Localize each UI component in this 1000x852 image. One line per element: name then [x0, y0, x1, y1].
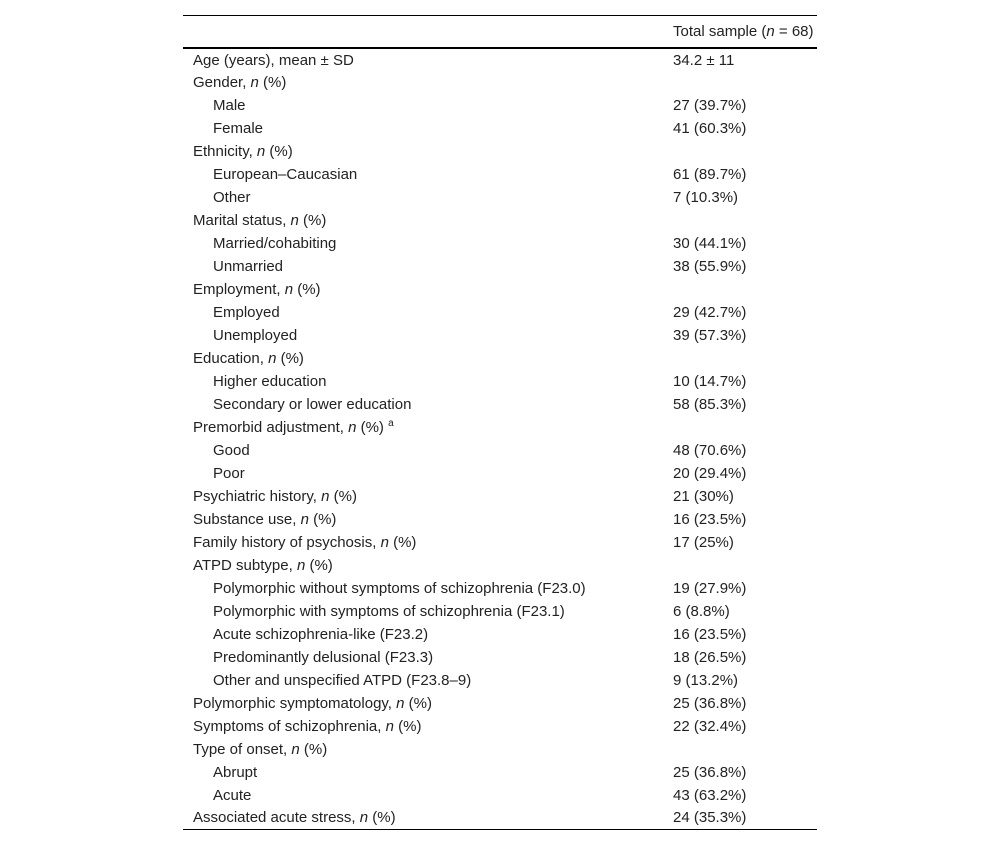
row-label-text: Age (years), mean ± SD: [193, 52, 354, 69]
table-row: [183, 163, 817, 186]
row-value: [663, 278, 817, 301]
percent-suffix: (%): [305, 556, 333, 574]
table-row: [183, 140, 817, 163]
row-value: [663, 738, 817, 761]
table-row: [183, 255, 817, 278]
footnote-marker: a: [388, 417, 394, 429]
row-label: [183, 186, 663, 209]
row-value: 21 (30%): [673, 487, 734, 505]
row-label-text: Psychiatric history,: [193, 487, 322, 505]
row-label-text: Acute schizophrenia-like (F23.2): [213, 625, 429, 643]
table-row: [183, 669, 817, 692]
row-label-text: Employment,: [193, 280, 285, 298]
table-row: [183, 94, 817, 117]
row-value: [663, 416, 817, 439]
table-row: [183, 186, 817, 209]
percent-suffix: (%): [258, 73, 287, 91]
row-label-text: Substance use,: [193, 510, 301, 528]
percent-suffix: (%): [388, 533, 417, 551]
row-label: [183, 738, 663, 761]
row-label-text: Family history of psychosis,: [193, 533, 381, 551]
row-label: [183, 508, 663, 531]
row-label: [183, 71, 663, 94]
row-label: [183, 416, 663, 439]
row-label: [183, 600, 663, 623]
row-value: 16 (23.5%): [673, 625, 747, 643]
row-value: 61 (89.7%): [673, 165, 747, 183]
n-symbol: n: [300, 510, 309, 528]
row-label-text: Polymorphic without symptoms of schizophrenia (F23.0): [213, 579, 586, 597]
row-label: [183, 577, 663, 600]
n-symbol: n: [290, 211, 299, 229]
n-symbol: n: [296, 556, 306, 574]
row-value: 10 (14.7%): [673, 372, 747, 390]
row-value: 9 (13.2%): [673, 671, 739, 689]
row-label-text: Symptoms of schizophrenia,: [193, 717, 386, 735]
n-symbol: n: [284, 280, 294, 298]
row-label-text: Secondary or lower education: [213, 395, 412, 413]
row-label: [183, 255, 663, 278]
row-label: [183, 117, 663, 140]
table-row: [183, 761, 817, 784]
row-label: [183, 301, 663, 324]
row-label-text: Higher education: [213, 372, 327, 390]
row-value: 41 (60.3%): [673, 119, 747, 137]
table-row: [183, 347, 817, 370]
row-label: [183, 324, 663, 347]
row-label-text: Polymorphic symptomatology,: [193, 694, 397, 712]
row-label-text: Gender,: [193, 73, 251, 91]
row-label-text: Other: [213, 188, 251, 206]
row-label: [183, 209, 663, 232]
row-value: 39 (57.3%): [673, 326, 747, 344]
table-row: [183, 738, 817, 761]
row-label: [183, 531, 663, 554]
table-row: [183, 531, 817, 554]
row-value: 18 (26.5%): [673, 648, 747, 666]
row-label: [183, 784, 663, 807]
row-label: [183, 439, 663, 462]
row-label-text: Female: [213, 119, 264, 137]
row-value: 43 (63.2%): [673, 786, 747, 804]
row-label-text: Associated acute stress,: [193, 809, 360, 827]
table-row: [183, 71, 817, 94]
percent-suffix: (%): [308, 510, 337, 528]
n-symbol: n: [256, 142, 266, 160]
table-header: [183, 16, 817, 48]
row-label-text: Good: [213, 441, 250, 459]
row-label: [183, 393, 663, 416]
percent-suffix: (%): [368, 809, 396, 827]
row-value: 38 (55.9%): [673, 257, 747, 275]
table-body: [183, 48, 817, 830]
table-row: [183, 600, 817, 623]
row-label: [183, 370, 663, 393]
row-value: 27 (39.7%): [673, 96, 747, 114]
row-value: 58 (85.3%): [673, 395, 747, 413]
row-label-text: Male: [213, 96, 246, 114]
percent-suffix: (%): [299, 740, 328, 758]
row-label: [183, 232, 663, 255]
table-row: [183, 554, 817, 577]
table-row: [183, 485, 817, 508]
row-label: [183, 347, 663, 370]
header-total-sample: [663, 16, 817, 48]
row-value: 20 (29.4%): [673, 464, 747, 482]
table-row: [183, 784, 817, 807]
row-label-text: Other and unspecified ATPD (F23.8–9): [213, 671, 472, 689]
row-label-text: Education,: [193, 349, 269, 367]
row-label: [183, 761, 663, 784]
n-symbol: n: [321, 487, 330, 505]
row-label-text: Ethnicity,: [193, 142, 257, 160]
table-row: [183, 232, 817, 255]
n-symbol: n: [348, 418, 357, 436]
n-symbol: n: [250, 73, 259, 91]
n-symbol: n: [268, 349, 277, 367]
header-row: [183, 16, 817, 48]
percent-suffix: (%): [265, 142, 293, 160]
table-row: [183, 416, 817, 439]
table-row: [183, 623, 817, 646]
row-label-text: Poor: [213, 464, 245, 482]
n-symbol: n: [380, 533, 389, 551]
percent-suffix: (%): [298, 211, 327, 229]
sample-characteristics-table: [183, 15, 817, 830]
row-value: [663, 209, 817, 232]
characteristics-table-container: [183, 15, 817, 830]
row-label-text: European–Caucasian: [213, 165, 358, 183]
row-label-text: Abrupt: [213, 763, 258, 781]
row-label-text: ATPD subtype,: [193, 556, 297, 574]
table-row: [183, 439, 817, 462]
row-label: [183, 646, 663, 669]
table-row: [183, 508, 817, 531]
row-label: [183, 623, 663, 646]
row-label: [183, 48, 663, 71]
row-value: 7 (10.3%): [673, 188, 739, 206]
percent-suffix: (%): [329, 487, 357, 505]
row-value: 48 (70.6%): [673, 441, 747, 459]
row-label: [183, 807, 663, 830]
row-label-text: Premorbid adjustment,: [193, 418, 349, 436]
row-label-text: Marital status,: [193, 211, 291, 229]
row-value: 34.2 ± 11: [673, 52, 735, 69]
header-n-symbol: n: [766, 22, 775, 40]
row-value: 17 (25%): [673, 533, 734, 551]
table-row: [183, 301, 817, 324]
table-row: [183, 715, 817, 738]
row-label: [183, 140, 663, 163]
row-label-text: Unmarried: [213, 257, 284, 275]
percent-suffix: (%): [356, 418, 384, 436]
row-value: 29 (42.7%): [673, 303, 747, 321]
table-row: [183, 48, 817, 71]
header-label-column: [183, 16, 663, 48]
row-label: [183, 163, 663, 186]
table-row: [183, 577, 817, 600]
row-label: [183, 715, 663, 738]
percent-suffix: (%): [293, 280, 321, 298]
row-label: [183, 554, 663, 577]
row-label: [183, 462, 663, 485]
row-value: 22 (32.4%): [673, 717, 747, 735]
row-label-text: Predominantly delusional (F23.3): [213, 648, 434, 666]
row-value: 16 (23.5%): [673, 510, 747, 528]
table-row: [183, 117, 817, 140]
row-value: 25 (36.8%): [673, 694, 747, 712]
n-symbol: n: [291, 740, 300, 758]
row-value: [663, 347, 817, 370]
percent-suffix: (%): [276, 349, 304, 367]
n-symbol: n: [385, 717, 394, 735]
row-value: [663, 140, 817, 163]
row-value: 19 (27.9%): [673, 579, 747, 597]
percent-suffix: (%): [404, 694, 432, 712]
row-value: 6 (8.8%): [673, 602, 730, 620]
header-total-prefix: Total sample (: [673, 22, 767, 40]
table-row: [183, 278, 817, 301]
table-row: [183, 646, 817, 669]
table-row: [183, 393, 817, 416]
table-row: [183, 209, 817, 232]
percent-suffix: (%): [393, 717, 422, 735]
n-symbol: n: [396, 694, 405, 712]
n-symbol: n: [359, 809, 369, 827]
row-label-text: Employed: [213, 303, 280, 321]
row-label: [183, 485, 663, 508]
row-value: 30 (44.1%): [673, 234, 747, 252]
header-total-suffix: = 68): [774, 22, 814, 40]
row-label-text: Polymorphic with symptoms of schizophrenia (F23.1): [213, 602, 565, 620]
row-value: [663, 71, 817, 94]
row-label: [183, 278, 663, 301]
row-value: 25 (36.8%): [673, 763, 747, 781]
table-row: [183, 462, 817, 485]
row-label-text: Unemployed: [213, 326, 298, 344]
row-label: [183, 669, 663, 692]
row-label: [183, 692, 663, 715]
table-row: [183, 692, 817, 715]
table-row: [183, 370, 817, 393]
row-label: [183, 94, 663, 117]
row-label-text: Acute: [213, 786, 252, 804]
row-value: 24 (35.3%): [673, 809, 747, 827]
row-label-text: Married/cohabiting: [213, 234, 337, 252]
table-row: [183, 807, 817, 830]
table-row: [183, 324, 817, 347]
row-value: [663, 554, 817, 577]
row-label-text: Type of onset,: [193, 740, 292, 758]
